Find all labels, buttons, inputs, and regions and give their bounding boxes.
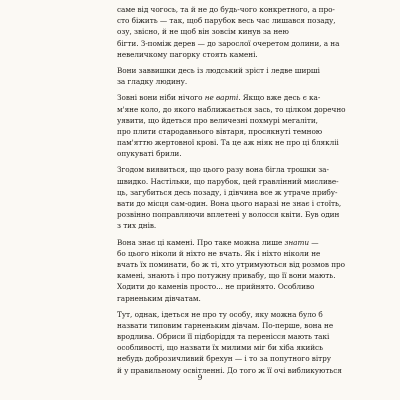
text-run: пам'яттю жертовної крові. Та це аж ніяк не про ці блякліі (117, 138, 339, 148)
text-line (117, 248, 321, 259)
body-text (117, 4, 346, 376)
text-line (117, 26, 309, 37)
text-line (117, 4, 335, 15)
text-run: Тут, однак, ідеться не про ту особу, яку можна було б (117, 309, 323, 319)
text-line (117, 164, 329, 175)
italic-text: не варті (204, 93, 239, 103)
text-line (117, 137, 339, 148)
text-run: вати до місця сам-один. Вона цього наразі не знає і стоїть, (117, 199, 342, 208)
text-run: опукуваті брили. (117, 149, 182, 159)
text-line (117, 331, 330, 342)
text-line (117, 259, 345, 270)
text-line (117, 342, 323, 353)
page-number: 9 (197, 373, 203, 382)
text-run: бігти. З-поміж дерев — до зарослої очеретом долини, а на (117, 38, 340, 48)
text-line (117, 38, 340, 49)
text-run: — (309, 237, 319, 247)
text-line (117, 126, 323, 137)
text-run: швидко. Настільки, що парубок, цей гравлінний мисливе- (117, 176, 339, 186)
text-run: про плити стародавнього вівтаря, просякнуті темною (117, 126, 323, 136)
text-run: . Якщо вже десь є ка- (238, 93, 321, 103)
paragraph (117, 4, 340, 60)
text-run: особливості, що назвати їх милими міг би хіба якийсь (117, 343, 323, 353)
paragraph (117, 309, 342, 376)
text-run: м'яне коло, до якого наближається зась, то цілком доречно (117, 104, 346, 114)
text-line (117, 281, 315, 292)
text-run: й у правильному освітленні. До того ж її очі вибликуються (117, 365, 342, 375)
text-run: камені, знають і про потужну привабу, що її вони мають. (117, 271, 336, 281)
text-line (117, 76, 309, 87)
text-run: саме від чогось, та й не до будь-чого конкретного, а про- (117, 5, 335, 14)
text-line (117, 65, 320, 76)
text-run: гарненьким дівчатам. (117, 293, 201, 303)
text-run: Вона знає ці камені. Про таке можна лише (117, 237, 285, 247)
text-line (117, 320, 334, 331)
text-line (117, 270, 336, 281)
text-line (117, 237, 319, 248)
text-run: ць, загубиться десь позаду, і дівчина все ж утраче прибу- (117, 187, 338, 197)
text-run: уявити, що йдеться про величезні похмурі мегаліти, (117, 115, 318, 125)
text-run: назвати типовим гарненьким дівчам. По-перше, вона не (117, 320, 334, 330)
text-line (117, 15, 336, 26)
text-line (117, 104, 346, 115)
text-run: з тих днів. (117, 221, 157, 231)
text-line (117, 49, 309, 60)
text-run: за гладку людину. (117, 77, 188, 87)
text-run: вродлива. Обриси її підборіддя та перенісся мають такі (117, 332, 330, 342)
text-run: розвінно поправляючи вплетені у волосся квіти. Був один (117, 210, 340, 220)
text-line (117, 148, 309, 159)
text-run: сто біжить — так, щоб парубок весь час лишався позаду, (117, 16, 336, 26)
text-line (117, 293, 309, 304)
text-run: Ходити до каменів просто... не прийнято. Особливо (117, 282, 315, 292)
text-line (117, 220, 309, 231)
paragraph (117, 164, 342, 231)
text-run: озу, звісно, й не щоб він зовсім кинув за нею (117, 27, 289, 37)
paragraph (117, 92, 346, 159)
text-line (117, 353, 331, 364)
text-run: небудь доброзичливий брехун — і то за попутного вітру (117, 354, 331, 364)
paragraph (117, 65, 320, 87)
paragraph (117, 237, 345, 304)
text-line (117, 176, 339, 187)
text-line (117, 309, 323, 320)
italic-text: знати (284, 237, 310, 247)
text-line (117, 115, 318, 126)
text-line (117, 92, 321, 103)
text-run: невеличкому пагорку стоять камені. (117, 49, 258, 59)
text-run: Згодом виявиться, що цього разу вона бігла трошки за- (117, 165, 329, 175)
text-run: Вони заввишки десь із людський зріст і ледве ширші (117, 65, 320, 75)
text-line (117, 187, 338, 198)
text-run: вчать їх поминати, бо ж ті, хто утримуються від розмов про (117, 259, 345, 269)
text-line (117, 198, 342, 209)
text-run: бо цього ніколи й ніхто не вчать. Як і ніхто ніколи не (117, 248, 321, 258)
text-line (117, 209, 340, 220)
text-run: Зовні вони ніби нічого (117, 93, 205, 103)
